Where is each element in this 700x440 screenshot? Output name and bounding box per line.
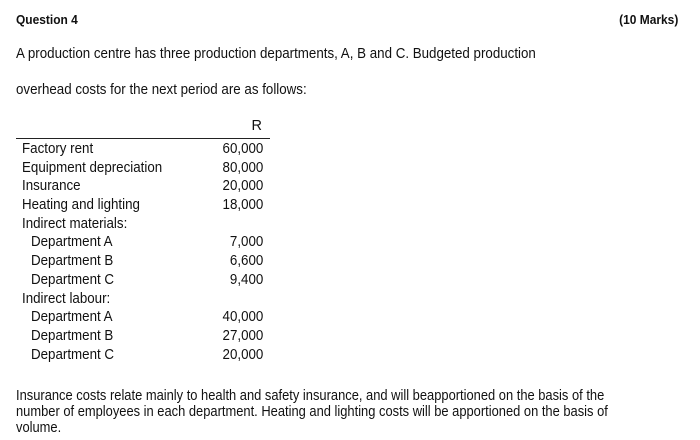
- table-rows: [16, 140, 270, 364]
- table-row: [16, 252, 270, 271]
- table-row-heading: [16, 215, 270, 234]
- row-label: Insurance: [22, 178, 81, 195]
- row-value: 27,000: [222, 327, 263, 344]
- row-value: 60,000: [222, 141, 263, 157]
- table-row: [16, 140, 270, 159]
- table-row: [16, 308, 270, 327]
- table-row: [16, 346, 270, 365]
- row-label: Indirect labour:: [22, 290, 111, 307]
- row-label: Department C: [31, 346, 115, 363]
- row-label: Department A: [31, 309, 113, 326]
- row-label: Heating and lighting: [22, 197, 140, 214]
- apportionment-note: [16, 388, 639, 436]
- row-value: 7,000: [229, 234, 263, 251]
- table-row: [16, 271, 270, 290]
- row-value: 20,000: [222, 346, 263, 363]
- row-label: Department A: [31, 234, 113, 251]
- note-line-3: volume.: [16, 420, 62, 436]
- row-label: Department B: [31, 327, 114, 344]
- row-label: Department C: [31, 271, 115, 288]
- currency-header: [16, 116, 270, 139]
- table-row-heading: [16, 290, 270, 309]
- marks-label: (10 Marks): [618, 12, 678, 27]
- row-value: 20,000: [222, 178, 263, 195]
- table-row: [16, 159, 270, 178]
- note-line-1: Insurance costs relate mainly to health and safety insurance, and will beapportioned on the basis of the: [16, 388, 605, 404]
- table-row: [16, 177, 270, 196]
- question-title: Question 4: [16, 12, 78, 27]
- intro-line-1: A production centre has three production departments, A, B and C. Budgeted production: [16, 46, 536, 62]
- row-label: Factory rent: [22, 141, 94, 157]
- row-value: 18,000: [222, 197, 263, 214]
- row-value: 9,400: [229, 271, 263, 288]
- table-row: [16, 196, 270, 215]
- row-label: Indirect materials:: [22, 215, 128, 232]
- row-value: 80,000: [222, 159, 263, 176]
- row-value: 6,600: [229, 253, 263, 270]
- table-row: [16, 233, 270, 252]
- intro-line-2: overhead costs for the next period are as follows:: [16, 82, 307, 98]
- row-label: Department B: [31, 253, 114, 270]
- currency-label: R: [251, 118, 262, 134]
- row-value: 40,000: [222, 309, 263, 326]
- row-label: Equipment depreciation: [22, 159, 163, 176]
- note-line-2: number of employees in each department. Heating and lighting costs will be apportioned on the basis of: [16, 404, 608, 420]
- table-row: [16, 327, 270, 346]
